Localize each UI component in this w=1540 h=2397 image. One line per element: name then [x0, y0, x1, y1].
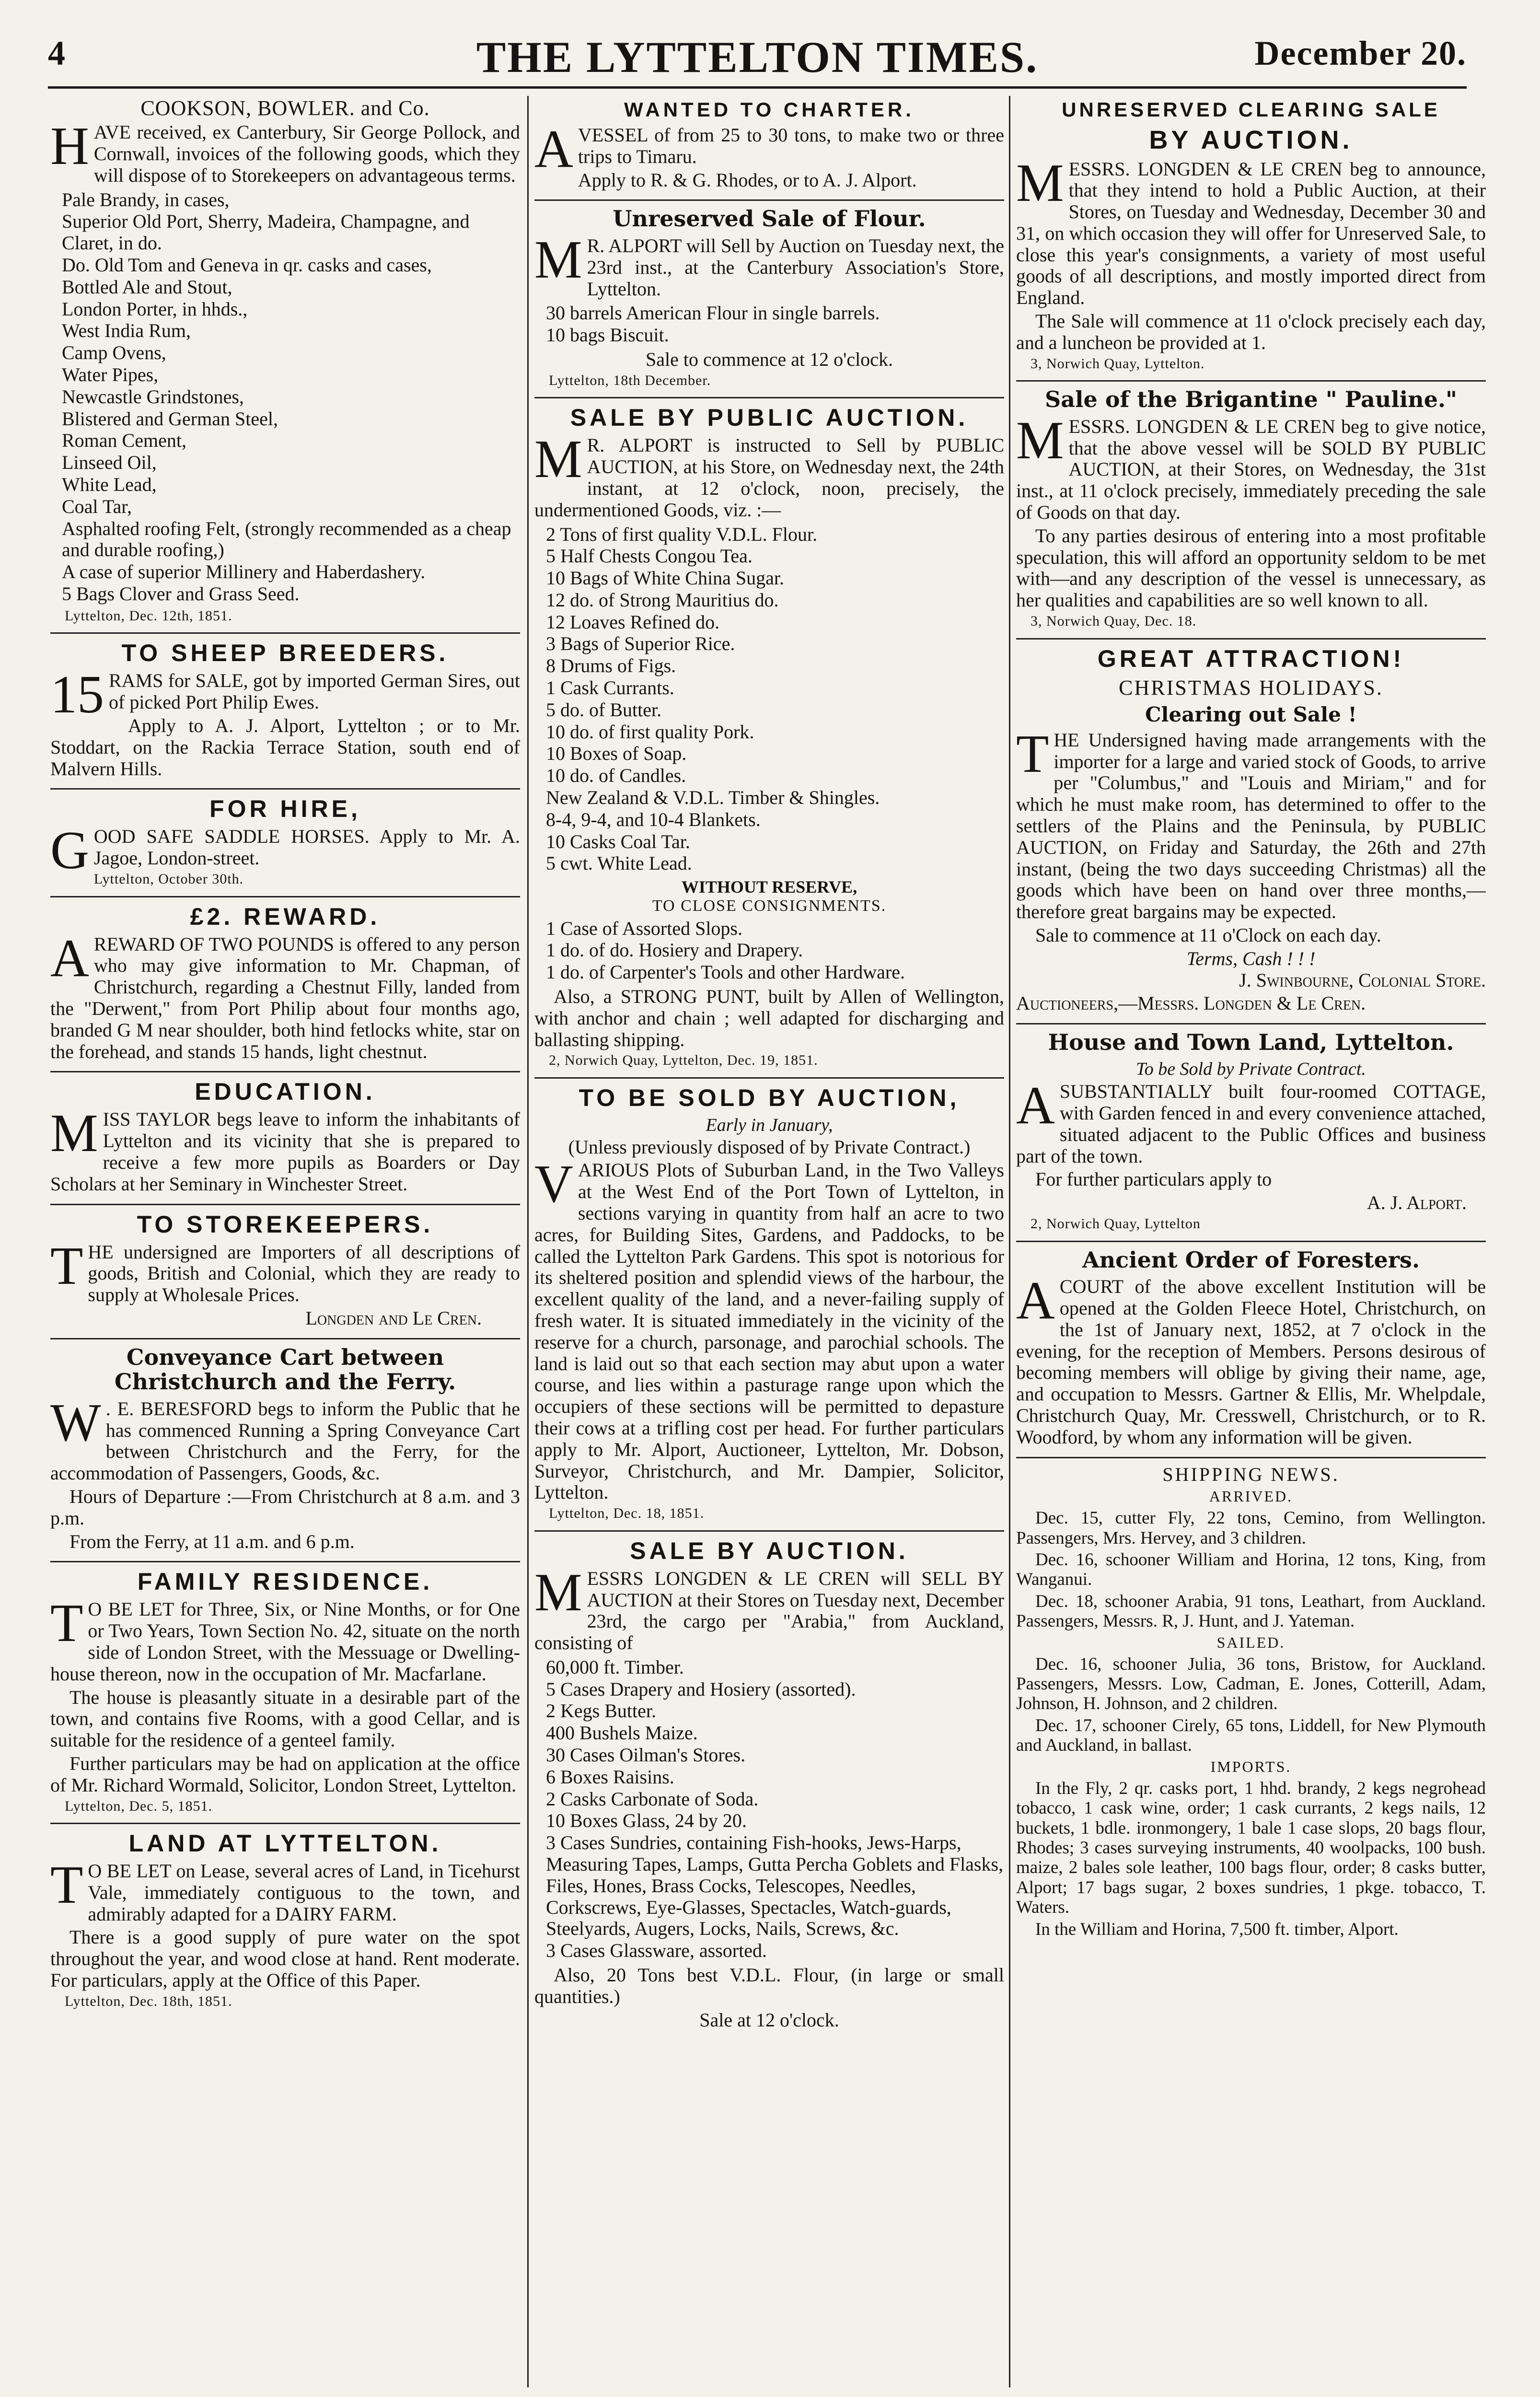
goods-list: [546, 524, 1004, 875]
ad-body: R. ALPORT is instructed to Sell by PUBLIC AUCTION, at his Store, on Wednesday next, the 24th instant, at 12 o'clock, noon, precisely, the undermentioned Goods, viz. :—: [534, 434, 1004, 521]
ad-dateline: 3, Norwich Quay, Dec. 18.: [1031, 613, 1197, 629]
ad-body: ESSRS. LONGDEN & LE CREN beg to announce, that they intend to hold a Public Auction, at their Stores, on Tuesday and Wednesday, December 30 and 31, on which occasion they will offer for Unreserved Sale, to close this year's consignments, a variety of most useful goods of all descriptions, and mostly imported direct from England.: [1016, 158, 1486, 309]
drop-cap: M: [534, 230, 582, 290]
ad-dateline: Lyttelton, Dec. 18, 1851.: [549, 1505, 705, 1522]
ad-title: EDUCATION.: [195, 1078, 376, 1105]
goods-list: [546, 1657, 1004, 1962]
list-item: 10 Casks Coal Tar.: [546, 830, 690, 852]
ad-title: TO SHEEP BREEDERS.: [121, 640, 449, 667]
ad-dateline: Lyttelton, Dec. 12th, 1851.: [65, 607, 232, 624]
ad-great-attraction: [1016, 645, 1486, 1015]
ad-body: The house is pleasantly situate in a desirable part of the town, and contains five Rooms, with a good Cellar, and is suitable for the residence of a genteel family.: [50, 1686, 520, 1751]
list-item: 5 do. of Butter.: [546, 698, 662, 721]
ad-title: Sale of the Brigantine " Pauline.": [1045, 386, 1457, 413]
ad-for-hire: [50, 795, 520, 887]
list-item: 1 do. of Carpenter's Tools and other Hardware.: [546, 961, 905, 983]
list-item: 5 Half Chests Congou Tea.: [546, 545, 753, 567]
list-item: A case of superior Millinery and Haberdashery.: [62, 561, 426, 583]
issue-date: December 20.: [1254, 34, 1467, 72]
ad-family-residence: [50, 1568, 520, 1814]
ad-title: Ancient Order of Foresters.: [1082, 1246, 1420, 1273]
ad-sold-by-auction-land: [534, 1084, 1004, 1522]
ad-title: UNRESERVED CLEARING SALE: [1062, 98, 1440, 121]
ad-body: OOD SAFE SADDLE HORSES. Apply to Mr. A. Jagoe, London-street.: [93, 826, 520, 869]
ad-rule: [50, 632, 520, 634]
ad-title: FAMILY RESIDENCE.: [137, 1568, 433, 1595]
shipping-entry: Dec. 18, schooner Arabia, 91 tons, Leathart, from Auckland. Passengers, Messrs. R, J. Hunt, and J. Yateman.: [1016, 1591, 1486, 1631]
ad-title: WANTED TO CHARTER.: [624, 98, 915, 121]
ad-title: TO BE SOLD BY AUCTION,: [579, 1084, 960, 1112]
ad-unreserved-flour: [534, 207, 1004, 388]
shipping-entry: Dec. 16, schooner William and Horina, 12 tons, King, from Wanganui.: [1016, 1550, 1486, 1590]
shipping-entry: Dec. 15, cutter Fly, 22 tons, Cemino, from Wellington. Passengers, Mrs. Hervey, and 3 children.: [1016, 1508, 1486, 1548]
list-item: 1 Case of Assorted Slops.: [546, 917, 742, 939]
list-item: 2 Kegs Butter.: [546, 1700, 656, 1722]
ad-dateline: 3, Norwich Quay, Lyttelton.: [1031, 355, 1205, 372]
list-item: 2 Casks Carbonate of Soda.: [546, 1788, 759, 1810]
list-item: Water Pipes,: [62, 364, 159, 386]
drop-cap: V: [534, 1154, 573, 1214]
goods-list: [546, 303, 1004, 346]
list-item: Newcastle Grindstones,: [62, 385, 244, 407]
ad-body: Also, 20 Tons best V.D.L. Flour, (in large or small quantities.): [534, 1964, 1004, 2007]
drop-cap: A: [534, 119, 573, 179]
list-item: 1 Cask Currants.: [546, 677, 674, 699]
ad-body: RAMS for SALE, got by imported German Sires, out of picked Port Philip Ewes.: [109, 670, 520, 713]
ad-body: For further particulars apply to: [1035, 1168, 1272, 1190]
list-item: London Porter, in hhds.,: [62, 298, 248, 320]
drop-cap: A: [1016, 1271, 1055, 1331]
drop-cap: 15: [50, 665, 104, 725]
ad-title: Conveyance Cart between Christchurch and the Ferry.: [114, 1344, 456, 1395]
ad-title: Unreserved Sale of Flour.: [613, 206, 926, 232]
ad-body: ISS TAYLOR begs leave to inform the inhabitants of Lyttelton and its vicinity that she is prepared to receive a few more pupils as Boarders or Day Scholars at her Seminary in Winchester Street.: [50, 1108, 520, 1195]
drop-cap: M: [1016, 153, 1064, 213]
drop-cap: T: [50, 1594, 83, 1653]
ad-body: The Sale will commence at 11 o'clock precisely each day, and a luncheon be provided at 1.: [1016, 310, 1486, 353]
list-item: 5 cwt. White Lead.: [546, 852, 692, 874]
ad-rule: [1016, 1457, 1486, 1458]
list-item: 10 Boxes of Soap.: [546, 743, 687, 765]
list-item: 3 Cases Sundries, containing Fish-hooks, Jews-Harps, Measuring Tapes, Lamps, Gutta Percha Goblets and Flasks, Files, Hones, Brass Cocks, Telescopes, Needles, Corkscrews, Eye-Glasses, Spectacles, Watch-guards, Steelyards, Augers, Locks, Nails, Screws, &c.: [546, 1832, 1004, 1940]
sale-time: Sale at 12 o'clock.: [699, 2009, 839, 2031]
ad-terms: Terms, Cash ! ! !: [1186, 947, 1316, 969]
ad-body: HE Undersigned having made arrangements with the importer for a large and varied stock of Goods, to arrive per "Columbus," and "Louis and Miriam," and for which he must make room, has determined to offer to the settlers of the Plains and the Peninsula, by PUBLIC AUCTION, on Friday and Saturday, the 26th and 27th instant, (being the two days succeeding Christmas) all the goods which have been on hand over three months,— therefore great bargains may be expected.: [1016, 729, 1486, 923]
ad-brigantine-pauline: [1016, 387, 1486, 629]
ad-rule: [534, 1077, 1004, 1079]
ad-title: Clearing out Sale !: [1145, 702, 1357, 726]
ad-body: R. ALPORT will Sell by Auction on Tuesday next, the 23rd inst., at the Canterbury Association's Store, Lyttelton.: [587, 234, 1004, 300]
list-item: 12 do. of Strong Mauritius do.: [546, 589, 779, 611]
list-item: Blistered and German Steel,: [62, 407, 278, 430]
ad-unreserved-clearing-sale: [1016, 98, 1486, 372]
column-divider: [1009, 96, 1010, 2387]
ad-signature: J. Swinbourne, Colonial Store.: [1239, 969, 1486, 991]
list-item: 10 bags Biscuit.: [546, 324, 669, 346]
shipping-entry: In the William and Horina, 7,500 ft. timber, Alport.: [1035, 1919, 1399, 1939]
list-item: Asphalted roofing Felt, (strongly recommended as a cheap and durable roofing,): [62, 517, 511, 561]
list-item: 400 Bushels Maize.: [546, 1722, 698, 1744]
ad-signature: A. J. Alport.: [1366, 1192, 1467, 1214]
list-item: 10 do. of Candles.: [546, 765, 686, 787]
ad-auctioneers: Auctioneers,—Messrs. Longden & Le Cren.: [1016, 992, 1366, 1014]
ad-body: ESSRS LONGDEN & LE CREN will SELL BY AUCTION at their Stores on Tuesday next, December 23rd, the cargo per "Arabia," from Auckland, consisting of: [534, 1567, 1004, 1654]
ad-title: House and Town Land, Lyttelton.: [1048, 1029, 1454, 1056]
ad-body: SUBSTANTIALLY built four-roomed COTTAGE, with Garden fenced in and every convenience attached, situated adjacent to the Public Offices and business part of the town.: [1016, 1081, 1486, 1167]
list-item: West India Rum,: [62, 320, 191, 342]
list-item: Superior Old Port, Sherry, Madeira, Champagne, and Claret, in do.: [62, 210, 470, 254]
list-item: Pale Brandy, in cases,: [62, 188, 230, 210]
list-item: New Zealand & V.D.L. Timber & Shingles.: [546, 787, 880, 809]
page-number: 4: [48, 34, 65, 72]
list-item: 60,000 ft. Timber.: [546, 1656, 684, 1678]
ad-body: REWARD OF TWO POUNDS is offered to any person who may give information to Mr. Chapman, of Christchurch, regarding a Chestnut Filly, landed from the "Derwent," from Port Philip about four months ago, branded G M near shoulder, both hind fetlocks white, star on the forehead, and stands 15 hands, light chestnut.: [50, 933, 520, 1062]
ad-body: Also, a STRONG PUNT, built by Allen of Wellington, with anchor and chain ; well adapted for discharging and ballasting shipping.: [534, 986, 1004, 1050]
drop-cap: M: [534, 1562, 582, 1622]
column-1: [50, 93, 520, 2390]
sale-time: Sale to commence at 12 o'clock.: [646, 348, 893, 370]
ad-rule: [50, 1204, 520, 1205]
shipping-entry: Dec. 16, schooner Julia, 36 tons, Bristow, for Auckland. Passengers, Messrs. Low, Cadman, E. Jones, Cotterill, Adam, Johnson, H. Johnson, and 2 children.: [1016, 1654, 1486, 1714]
list-item: 5 Cases Drapery and Hosiery (assorted).: [546, 1678, 856, 1700]
list-item: 3 Cases Glassware, assorted.: [546, 1940, 767, 1962]
ad-dateline: Lyttelton, Dec. 5, 1851.: [65, 1798, 213, 1814]
ad-storekeepers: [50, 1211, 520, 1329]
ad-rule: [534, 199, 1004, 201]
ad-subtitle: Early in January,: [706, 1115, 833, 1136]
drop-cap: G: [50, 821, 89, 881]
ad-title: SALE BY PUBLIC AUCTION.: [570, 404, 969, 431]
goods-list: [546, 918, 1004, 983]
drop-cap: M: [534, 430, 582, 489]
ad-dateline: Lyttelton, 18th December.: [549, 372, 711, 388]
shipping-entry: In the Fly, 2 qr. casks port, 1 hhd. brandy, 2 kegs negrohead tobacco, 1 cask wine, order; 1 cask currants, 2 kegs nails, 12 buckets, 1 bdle. ironmongery, 1 bale 1 case slops, 20 bags flour, Rhodes; 3 cases surveying instruments, 40 woolpacks, 100 bush. maize, 2 bales sole leather, 100 bags flour, order; 8 casks butter, Alport; 17 bags sugar, 2 boxes sundries, 1 pkge. tobacco, T. Waters.: [1016, 1778, 1486, 1918]
ad-sale-public-auction: [534, 404, 1004, 1069]
ad-land-lyttelton: [50, 1830, 520, 2009]
list-item: Linseed Oil,: [62, 452, 157, 474]
ad-rule: [50, 1823, 520, 1824]
ad-body: COURT of the above excellent Institution will be opened at the Golden Fleece Hotel, Christchurch, on the 1st of January next, 1852, at 7 o'clock in the evening, for the reception of Members. Persons desirous of becoming members will oblige by giving their name, age, and occupation to Messrs. Gartner & Ellis, Mr. Whelpdale, Christchurch Quay, Mr. Cresswell, Christchurch, or to R. Woodford, by whom any information will be given.: [1016, 1276, 1486, 1448]
masthead-rule: [48, 86, 1467, 89]
ad-body: Apply to A. J. Alport, Lyttelton ; or to Mr. Stoddart, on the Rackia Terrace Station, south end of Malvern Hills.: [50, 714, 520, 780]
ad-rule: [534, 397, 1004, 398]
ad-rule: [1016, 638, 1486, 640]
list-item: 10 Bags of White China Sugar.: [546, 567, 784, 589]
ad-subtitle: (Unless previously disposed of by Private Contract.): [568, 1136, 971, 1158]
goods-list: [62, 189, 520, 605]
ad-sale-by-auction-arabia: [534, 1537, 1004, 2031]
ad-wanted-to-charter: [534, 98, 1004, 191]
subsection-title: IMPORTS.: [1210, 1757, 1292, 1775]
list-item: 8 Drums of Figs.: [546, 655, 676, 677]
ad-rule: [50, 1071, 520, 1072]
ad-dateline: Lyttelton, October 30th.: [93, 871, 244, 887]
newspaper-title: THE LYTTELTON TIMES.: [476, 33, 1039, 81]
ad-title: BY AUCTION.: [1149, 126, 1353, 155]
ad-body: To any parties desirous of entering into a most profitable speculation, this will afford an opportunity seldom to be met with—and any description of the vessel is unnecessary, as her qualities and capabilities are so well known to all.: [1016, 524, 1486, 611]
ad-sheep-breeders: [50, 640, 520, 780]
ad-rule: [534, 1530, 1004, 1532]
ad-title: £2. REWARD.: [190, 903, 381, 930]
list-item: Do. Old Tom and Geneva in qr. casks and cases,: [62, 254, 432, 276]
drop-cap: W: [50, 1393, 101, 1453]
drop-cap: H: [50, 116, 89, 176]
ad-title: LAND AT LYTTELTON.: [128, 1830, 442, 1857]
ad-body: HE undersigned are Importers of all descriptions of goods, British and Colonial, which they are ready to supply at Wholesale Prices.: [88, 1241, 520, 1306]
drop-cap: T: [50, 1236, 83, 1296]
section-title: SHIPPING NEWS.: [1162, 1463, 1340, 1485]
without-reserve: WITHOUT RESERVE,: [681, 877, 857, 897]
ad-rule: [50, 896, 520, 897]
ad-ancient-order-foresters: [1016, 1248, 1486, 1448]
list-item: 30 barrels American Flour in single barrels.: [546, 302, 880, 324]
list-item: 3 Bags of Superior Rice.: [546, 633, 735, 655]
list-item: 8-4, 9-4, and 10-4 Blankets.: [546, 808, 761, 830]
ad-rule: [1016, 1023, 1486, 1024]
list-item: 10 Boxes Glass, 24 by 20.: [546, 1810, 747, 1832]
list-item: White Lead,: [62, 474, 157, 496]
ad-title: FOR HIRE,: [209, 795, 361, 823]
ad-house-town-land: [1016, 1030, 1486, 1232]
ad-body: Apply to R. & G. Rhodes, or to A. J. Alport.: [578, 169, 917, 191]
ad-body: Hours of Departure :—From Christchurch at 8 a.m. and 3 p.m.: [50, 1485, 520, 1529]
list-item: Roman Cement,: [62, 430, 186, 452]
subsection-title: ARRIVED.: [1209, 1488, 1293, 1505]
ad-title: GREAT ATTRACTION!: [1097, 645, 1405, 672]
ad-title: CHRISTMAS HOLIDAYS.: [1119, 675, 1383, 699]
ad-rule: [1016, 1241, 1486, 1242]
ad-body: O BE LET on Lease, several acres of Land, in Ticehurst Vale, immediately contiguous to the town, and admirably adapted for a DAIRY FARM.: [88, 1860, 520, 1925]
drop-cap: M: [1016, 410, 1064, 470]
ad-signature: Longden and Le Cren.: [305, 1307, 482, 1329]
list-item: 6 Boxes Raisins.: [546, 1766, 674, 1788]
ad-rule: [50, 1338, 520, 1339]
list-item: 1 do. of do. Hosiery and Drapery.: [546, 939, 803, 961]
shipping-news: [1016, 1464, 1486, 1940]
ad-title: SALE BY AUCTION.: [630, 1537, 909, 1564]
list-item: 5 Bags Clover and Grass Seed.: [62, 583, 300, 605]
column-2: [534, 93, 1004, 2390]
list-item: 2 Tons of first quality V.D.L. Flour.: [546, 523, 818, 545]
ad-body: O BE LET for Three, Six, or Nine Months, or for One or Two Years, Town Section No. 42, situate on the north side of London Street, with the Messuage or Dwelling-house thereon, now in the occupation of Mr. Macfarlane.: [50, 1598, 520, 1685]
ad-title: COOKSON, BOWLER. and Co.: [140, 96, 430, 120]
ad-body: Sale to commence at 11 o'Clock on each day.: [1035, 924, 1381, 946]
ad-dateline: 2, Norwich Quay, Lyttelton, Dec. 19, 1851.: [549, 1052, 818, 1069]
column-3: [1016, 93, 1486, 2390]
masthead: [48, 24, 1467, 81]
ad-rule: [1016, 380, 1486, 382]
list-item: 10 do. of first quality Pork.: [546, 721, 754, 743]
ad-conveyance-cart: [50, 1345, 520, 1553]
list-item: 12 Loaves Refined do.: [546, 611, 720, 633]
list-item: Bottled Ale and Stout,: [62, 276, 232, 298]
ad-cookson-bowler: [50, 96, 520, 624]
ad-body: ARIOUS Plots of Suburban Land, in the Two Valleys at the West End of the Port Town of Lyttelton, in sections varying in quantity from half an acre to two acres, for Building Sites, Gardens, and Paddocks, to be called the Lyttelton Park Gardens. This spot is notorious for its sheltered position and splendid views of the harbour, the excellent quality of the land, and a never-failing supply of fresh water. It is situated immediately in the vicinity of the reserve for a church, parsonage, and parochial schools. The land is laid out so that each section may abut upon a water course, and lies within a pasturage range upon which the occupiers of these sections will be permitted to depasture their cows at a trifling cost per head. For further particulars apply to Mr. Alport, Auctioneer, Lyttelton, Mr. Dobson, Surveyor, Christchurch, and Mr. Dampier, Solicitor, Lyttelton.: [534, 1159, 1004, 1503]
ad-body: ESSRS. LONGDEN & LE CREN beg to give notice, that the above vessel will be SOLD BY PUBLIC AUCTION, at their Stores, on Wednesday, the 31st inst., at 11 o'clock precisely, immediately preceding the sale of Goods on that day.: [1016, 415, 1486, 523]
ad-education: [50, 1078, 520, 1195]
ad-body: There is a good supply of pure water on the spot throughout the year, and wood close at hand. Rent moderate. For particulars, apply at the Office of this Paper.: [50, 1926, 520, 1991]
subsection-title: SAILED.: [1216, 1633, 1285, 1651]
drop-cap: A: [1016, 1076, 1055, 1136]
list-item: Camp Ovens,: [62, 342, 166, 364]
ad-rule: [50, 788, 520, 790]
ad-dateline: Lyttelton, Dec. 18th, 1851.: [65, 1993, 232, 2009]
column-divider: [527, 96, 529, 2387]
ad-title: TO STOREKEEPERS.: [137, 1210, 434, 1238]
drop-cap: T: [50, 1855, 83, 1915]
ad-reward: [50, 903, 520, 1063]
list-item: 30 Cases Oilman's Stores.: [546, 1744, 746, 1766]
shipping-entry: Dec. 17, schooner Cirely, 65 tons, Liddell, for New Plymouth and Auckland, in ballast.: [1016, 1715, 1486, 1756]
drop-cap: A: [50, 928, 89, 988]
ad-rule: [50, 1561, 520, 1562]
ad-body: VESSEL of from 25 to 30 tons, to make two or three trips to Timaru.: [578, 124, 1004, 167]
drop-cap: T: [1016, 724, 1049, 784]
list-item: Coal Tar,: [62, 495, 132, 517]
ad-body: Further particulars may be had on application at the office of Mr. Richard Wormald, Solicitor, London Street, Lyttelton.: [50, 1752, 520, 1796]
drop-cap: M: [50, 1104, 98, 1164]
ad-body: AVE received, ex Canterbury, Sir George Pollock, and Cornwall, invoices of the following goods, which they will dispose of to Storekeepers on advantageous terms.: [93, 121, 520, 186]
ad-dateline: 2, Norwich Quay, Lyttelton: [1031, 1216, 1201, 1232]
ad-body: From the Ferry, at 11 a.m. and 6 p.m.: [69, 1530, 355, 1552]
ad-body: . E. BERESFORD begs to inform the Public that he has commenced Running a Spring Conveyance Cart between Christchurch and the Ferry, for the accommodation of Passengers, Goods, &c.: [50, 1397, 520, 1484]
close-consignments: TO CLOSE CONSIGNMENTS.: [652, 896, 887, 915]
ad-subtitle: To be Sold by Private Contract.: [1136, 1059, 1366, 1079]
